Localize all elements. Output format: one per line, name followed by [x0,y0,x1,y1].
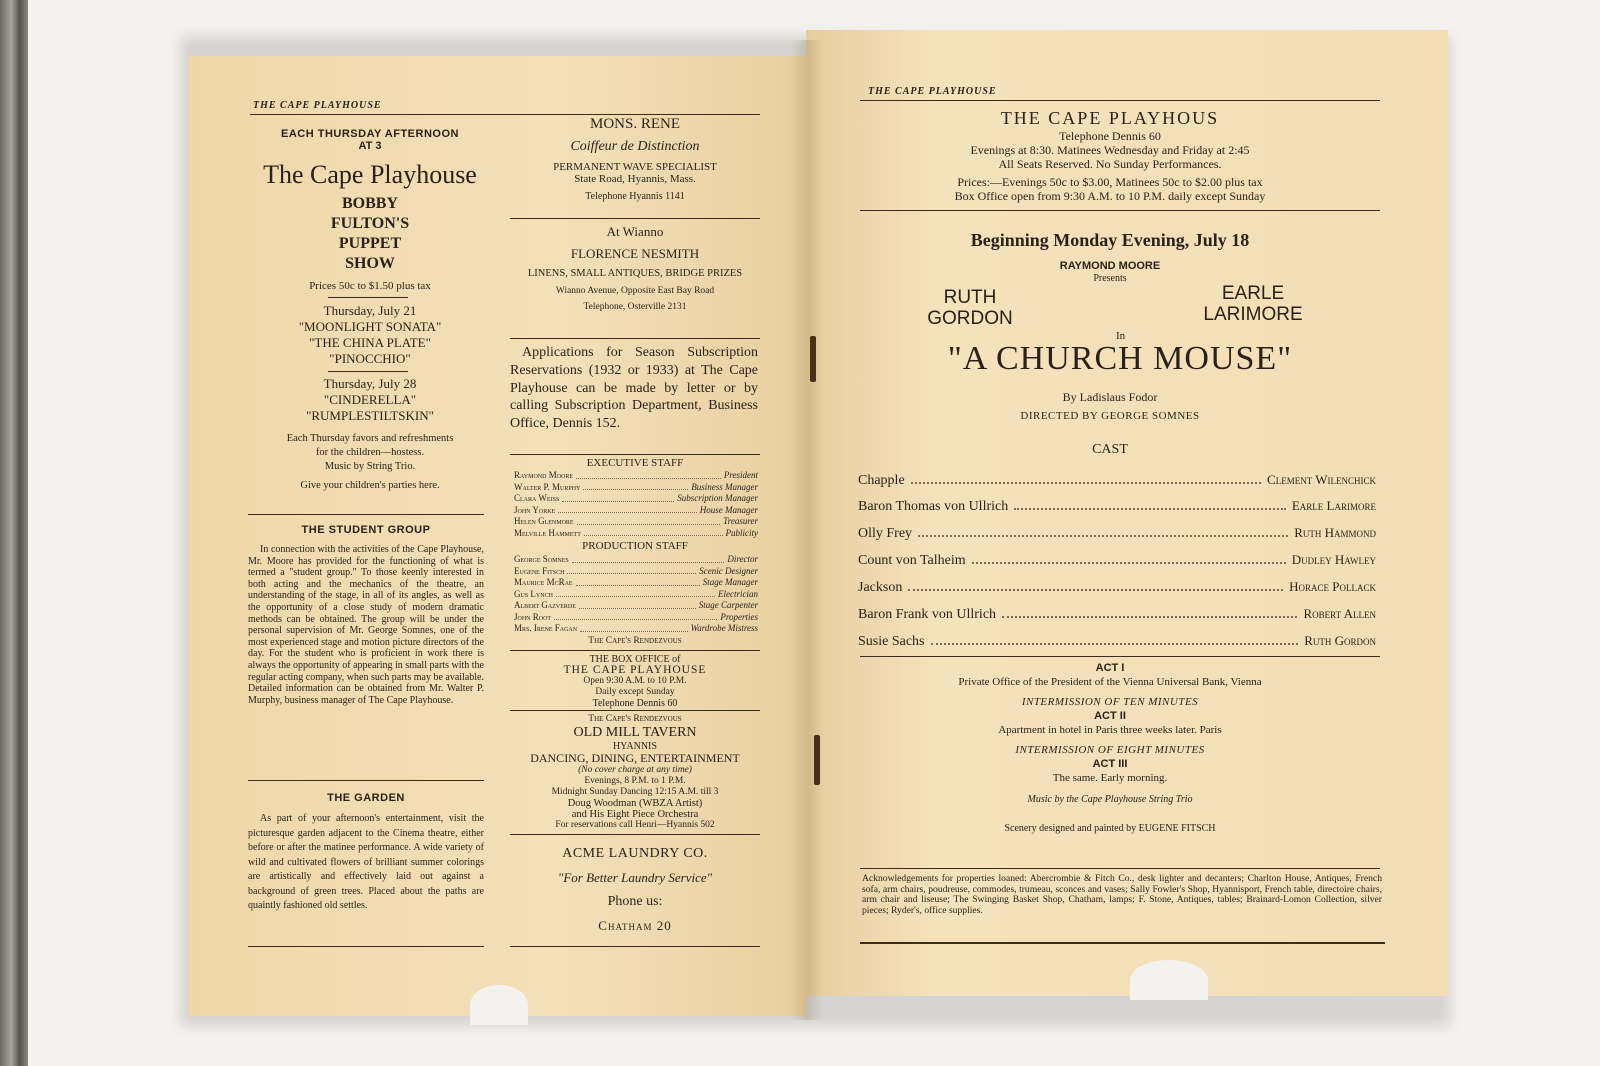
exec-staff-name: Melville Hammett [514,527,581,538]
presents: Presents [1093,273,1127,284]
staple-top [810,336,816,382]
prod-staff-name: John Root [514,611,552,622]
favors-note [248,432,492,474]
date-july-21: Thursday, July 21 [323,303,417,318]
ruth-gordon-billing [900,287,1040,329]
prod-staff-row [514,589,758,601]
mons-rene: MONS. RENE [589,116,680,132]
staple-bottom [814,735,820,785]
rule-mid-6 [510,834,760,835]
leader-dots [567,566,696,575]
running-head-right: THE CAPE PLAYHOUSE [868,86,997,97]
prod-staff-name: Maurice McRae [514,577,573,587]
cast-row [858,552,1376,569]
rule-mid-bottom [510,946,760,947]
cast-row [858,498,1376,515]
earle-larimore-billing [1168,283,1338,325]
scenery-credit: Scenery designed and painted by EUGENE FITSCH [1004,823,1216,834]
leader-dots [562,493,674,502]
act-3: ACT III [1092,758,1128,770]
leader-dots [577,516,721,525]
exec-staff-name: Raymond Moore [514,470,574,480]
prod-staff-name: Albert Gazverde [514,600,576,610]
act-3-desc: The same. Early morning. [1052,772,1168,784]
prod-staff-role: Director [727,554,758,564]
exec-staff-row [514,493,758,505]
head-rule-right [860,100,1380,101]
leader-dots [911,482,1261,484]
leader-dots [558,505,697,514]
acts-block [870,662,1350,834]
coiffeur: Coiffeur de Distinction [570,139,700,154]
dancing-dining: DANCING, DINING, ENTERTAINMENT [530,751,740,765]
act-1-desc: Private Office of the President of the Vienna Universal Bank, Vienna [958,676,1262,688]
prod-staff-role: Stage Carpenter [698,600,758,610]
florence-nesmith: FLORENCE NESMITH [570,246,700,261]
exec-staff-name: Helen Glenmore [514,516,574,526]
rule-mid-4 [510,650,760,651]
rule-right-1 [860,210,1380,211]
middle-column-top [510,116,760,202]
exec-staff-name: Walter P. Murphy [514,481,581,492]
play-title: "A CHURCH MOUSE" [947,340,1293,377]
right-tel: Telephone Dennis 60 [1059,129,1161,143]
at-three: AT 3 [358,140,382,152]
intermission-2: INTERMISSION OF EIGHT MINUTES [1015,744,1205,756]
garden-text: As part of your afternoon's entertainment, visit the picturesque garden adjacent to the Cinema theatre, either before or after the matinee performance. A wide variety of wild and cultivated flowers of brilliant summer colorings are artistically and effectively laid out against a background of green trees. Placed about the paths are quaintly fashioned old settles. [248,813,484,911]
wianno-avenue: Wianno Avenue, Opposite East Bay Road [555,286,715,296]
rule-2 [328,371,408,372]
head-rule-left [250,114,760,115]
acme-laundry-ad [510,846,760,934]
at-wianno: At Wianno [606,224,664,239]
cast-row [858,606,1376,623]
cast-heading: CAST [1092,442,1128,457]
cast-actor: Clement Wilenchick [1267,472,1376,487]
favors-line-1: Each Thursday favors and refreshments [286,433,454,444]
show-line-4: SHOW [345,255,395,272]
exec-staff-role: Business Manager [691,481,758,492]
page-gutter [790,40,824,1020]
box-open: Open 9:30 A.M. to 10 P.M. [583,676,687,686]
cast-row [858,472,1376,489]
parties-note: Give your children's parties here. [300,480,440,491]
exec-staff-role: House Manager [699,504,758,515]
no-cover: (No cover charge at any time) [578,765,692,775]
running-head-left: THE CAPE PLAYHOUSE [253,100,382,111]
prod-staff-role: Wardrobe Mistress [690,623,758,633]
act-1: ACT I [1095,662,1125,674]
play-rumplestiltskin: "RUMPLESTILTSKIN" [306,408,434,423]
linens: LINENS, SMALL ANTIQUES, BRIDGE PRIZES [527,268,743,279]
prod-staff-row [514,577,758,589]
puppet-show-title [248,194,492,274]
hyannis-label: HYANNIS [613,741,657,752]
production-staff-list [514,554,758,635]
rule-ack-bottom [860,942,1385,944]
rule-mid-2 [510,338,760,339]
executive-staff-list [514,470,758,539]
prod-staff-role: Electrician [718,588,758,599]
cast-actor: Ruth Hammond [1294,525,1376,540]
exec-staff-row [514,516,758,528]
intermission-1: INTERMISSION OF TEN MINUTES [1021,696,1199,708]
permanent-wave: PERMANENT WAVE SPECIALIST [553,161,717,173]
ruth-line: RUTH [943,287,997,308]
prod-staff-role: Properties [720,611,758,622]
leader-dots [576,577,700,586]
tavern-evenings: Evenings, 8 P.M. to 1 P.M. [584,776,686,786]
leader-dots [931,643,1299,645]
exec-staff-role: Subscription Manager [677,493,758,503]
favors-line-2: for the children—hostess. [315,447,425,458]
tavern-reservations: For reservations call Henri—Hyannis 502 [555,820,715,830]
play-pinocchio: "PINOCCHIO" [329,351,411,366]
music-credit: Music by the Cape Playhouse String Trio [1027,794,1193,805]
prod-staff-name: George Somnes [514,554,569,564]
cast-row [858,525,1376,542]
date-july-28: Thursday, July 28 [323,376,417,391]
doug-woodman: Doug Woodman (WBZA Artist) [567,798,703,809]
exec-staff-name: Clara Weiss [514,493,560,503]
production-staff-heading: PRODUCTION STAFF [582,540,688,552]
show-line-3: PUPPET [338,235,402,252]
cast-actor: Horace Pollack [1289,579,1376,594]
right-reserved: All Seats Reserved. No Sunday Performances. [998,157,1222,171]
play-moonlight: "MOONLIGHT SONATA" [298,319,442,334]
cast-actor: Earle Larimore [1291,498,1376,513]
capes-rendezvous-1: The Cape's Rendezvous [588,636,682,646]
larimore-line: LARIMORE [1203,304,1303,325]
cast-role: Baron Frank von Ullrich [858,607,997,622]
leader-dots [576,470,721,479]
chatham-20: Chatham 20 [598,918,672,933]
cape-playhous-title: THE CAPE PLAYHOUS [1000,108,1220,128]
cast-actor: Ruth Gordon [1304,633,1376,648]
subscription-applications: Applications for Season Subscription Reservations (1932 or 1933) at The Cape Playhouse can be made by letter or by calling Subscription Department, Business Office, Dennis 152. [510,345,758,432]
cast-role: Susie Sachs [858,634,925,649]
box-office-ad [510,654,760,709]
left-column [248,128,492,491]
box-cape-playhouse: THE CAPE PLAYHOUSE [563,664,707,676]
capes-rendezvous-2: The Cape's Rendezvous [588,714,682,724]
play-china-plate: "THE CHINA PLATE" [309,335,431,350]
tear-notch-left [470,985,528,1025]
acknowledgements: Acknowledgements for properties loaned: Abercrombie & Fitch Co., desk lighter and decanters; Charlton House, Antiques, French sofa, arm chairs, poudreuse, commodes, trumeau, sconces and vases; Sally Fowler's Shop, Hyannisport, French table, directoire chairs, arm chair and liseuse; The Swinging Basket Shop, Chatham, lamps; F. Stone, Antiques, tables; Brainard-Lomon Collection, silver pieces; Ryder's, office supplies. [862,873,1382,916]
favors-line-3: Music by String Trio. [324,461,416,472]
garden-heading: THE GARDEN [327,792,405,804]
gordon-line: GORDON [927,308,1013,329]
frame-edge [0,0,28,1066]
cast-role: Jackson [858,580,903,595]
tel-osterville: Telephone, Osterville 2131 [583,302,687,312]
rule-left-bottom [248,946,484,947]
leader-dots [584,528,723,537]
leader-dots [572,554,725,563]
box-daily: Daily except Sunday [595,687,675,697]
cast-role: Olly Frey [858,526,913,541]
exec-staff-row [514,505,758,517]
exec-staff-row [514,482,758,494]
leader-dots [556,589,715,598]
program-july-21 [248,303,492,367]
phone-us: Phone us: [607,894,663,909]
each-thursday: EACH THURSDAY AFTERNOON [281,128,459,140]
leader-dots [1014,508,1286,510]
cast-role: Chapple [858,473,905,488]
rule-mid-3 [510,454,760,455]
cast-role: Baron Thomas von Ullrich [858,499,1009,514]
earle-line: EARLE [1221,283,1285,304]
act-2-desc: Apartment in hotel in Paris three weeks later. Paris [998,724,1222,736]
program-july-28 [248,376,492,424]
right-box-office: Box Office open from 9:30 A.M. to 10 P.M. daily except Sunday [954,189,1266,203]
playhouse-title: The Cape Playhouse [263,160,477,189]
rule-1 [328,297,408,298]
student-group-text: In connection with the activities of the Cape Playhouse, Mr. Moore has provided for the functioning of what is termed a "student group." To those keenly interested in both acting and the mechanics of the theatre, an understanding of the stage, in all of its angles, as well as the opportunity of a close study of modern dramatic methods can be obtained. The group will be under the personal supervision of Mr. George Somnes, one of the most experienced stage and motion picture directors of the day. For the student who is proficient in work there is always the opportunity of appearing in small parts with the regular acting company, when such parts may be available. Detailed information can be obtained from Mr. Walter P. Murphy, business manager of The Cape Playhouse. [248,544,484,706]
cast-actor: Robert Allen [1303,606,1376,621]
directed-by: DIRECTED BY GEORGE SOMNES [1020,410,1200,422]
prod-staff-role: Scenic Designer [699,565,758,576]
beginning-line: Beginning Monday Evening, July 18 [970,230,1250,250]
right-evenings: Evenings at 8:30. Matinees Wednesday and Friday at 2:45 [970,143,1250,157]
box-tel: Telephone Dennis 60 [592,698,678,709]
acme-laundry: ACME LAUNDRY CO. [562,846,708,861]
old-mill-tavern: OLD MILL TAVERN [573,725,697,740]
better-laundry: "For Better Laundry Service" [557,870,713,885]
cast-actor: Dudley Hawley [1291,552,1376,567]
rule-mid-5 [510,710,760,711]
exec-staff-row [514,470,758,482]
prod-staff-row [514,612,758,624]
exec-staff-role: Publicity [725,527,758,538]
play-cinderella: "CINDERELLA" [323,392,417,407]
prod-staff-row [514,566,758,578]
right-prices: Prices:—Evenings 50c to $3.00, Matinees 50c to $2.00 plus tax [957,175,1263,189]
puppet-prices: Prices 50c to $1.50 plus tax [309,280,431,292]
cast-row [858,633,1376,650]
rule-mid-1 [510,218,760,219]
prod-staff-name: Mrs. Irene Fagan [514,623,578,633]
by-author: By Ladislaus Fodor [1062,390,1158,404]
leader-dots [908,589,1283,591]
midnight-dancing: Midnight Sunday Dancing 12:15 A.M. till 3 [551,787,719,797]
leader-dots [918,535,1288,537]
leader-dots [580,623,687,632]
raymond-moore: RAYMOND MOORE [1059,260,1161,272]
old-mill-ad [510,714,760,831]
prod-staff-row [514,600,758,612]
prod-staff-row [514,554,758,566]
rule-student [248,514,484,515]
cast-role: Count von Talheim [858,553,966,568]
leader-dots [554,612,717,621]
exec-staff-row [514,528,758,540]
exec-staff-name: John Yorke [514,504,556,515]
tel-hyannis: Telephone Hyannis 1141 [585,191,685,202]
leader-dots [1002,616,1297,618]
prod-staff-row [514,623,758,635]
tear-notch-right [1130,960,1208,1000]
state-road: State Road, Hyannis, Mass. [574,173,696,185]
rule-cast [860,656,1380,657]
act-2: ACT II [1094,710,1126,722]
show-line-1: BOBBY [341,195,398,212]
leader-dots [972,562,1286,564]
prod-staff-name: Gus Lynch [514,588,553,599]
student-group-heading: THE STUDENT GROUP [301,524,431,536]
leader-dots [579,600,696,609]
exec-staff-role: Treasurer [723,516,758,526]
show-line-2: FULTON'S [330,215,410,232]
box-office-of: THE BOX OFFICE of [589,654,681,665]
nesmith-ad [510,224,760,312]
right-header-block [870,108,1350,203]
cast-row [858,579,1376,596]
rule-ack-top [860,868,1380,869]
executive-staff-heading: EXECUTIVE STAFF [586,457,684,469]
prod-staff-name: Eugene Fitsch [514,565,565,576]
eight-piece-orchestra: and His Eight Piece Orchestra [571,809,699,820]
prod-staff-role: Stage Manager [702,577,758,587]
exec-staff-role: President [723,470,758,480]
rule-garden [248,780,484,781]
leader-dots [583,482,688,491]
in-label: In [1116,330,1126,342]
